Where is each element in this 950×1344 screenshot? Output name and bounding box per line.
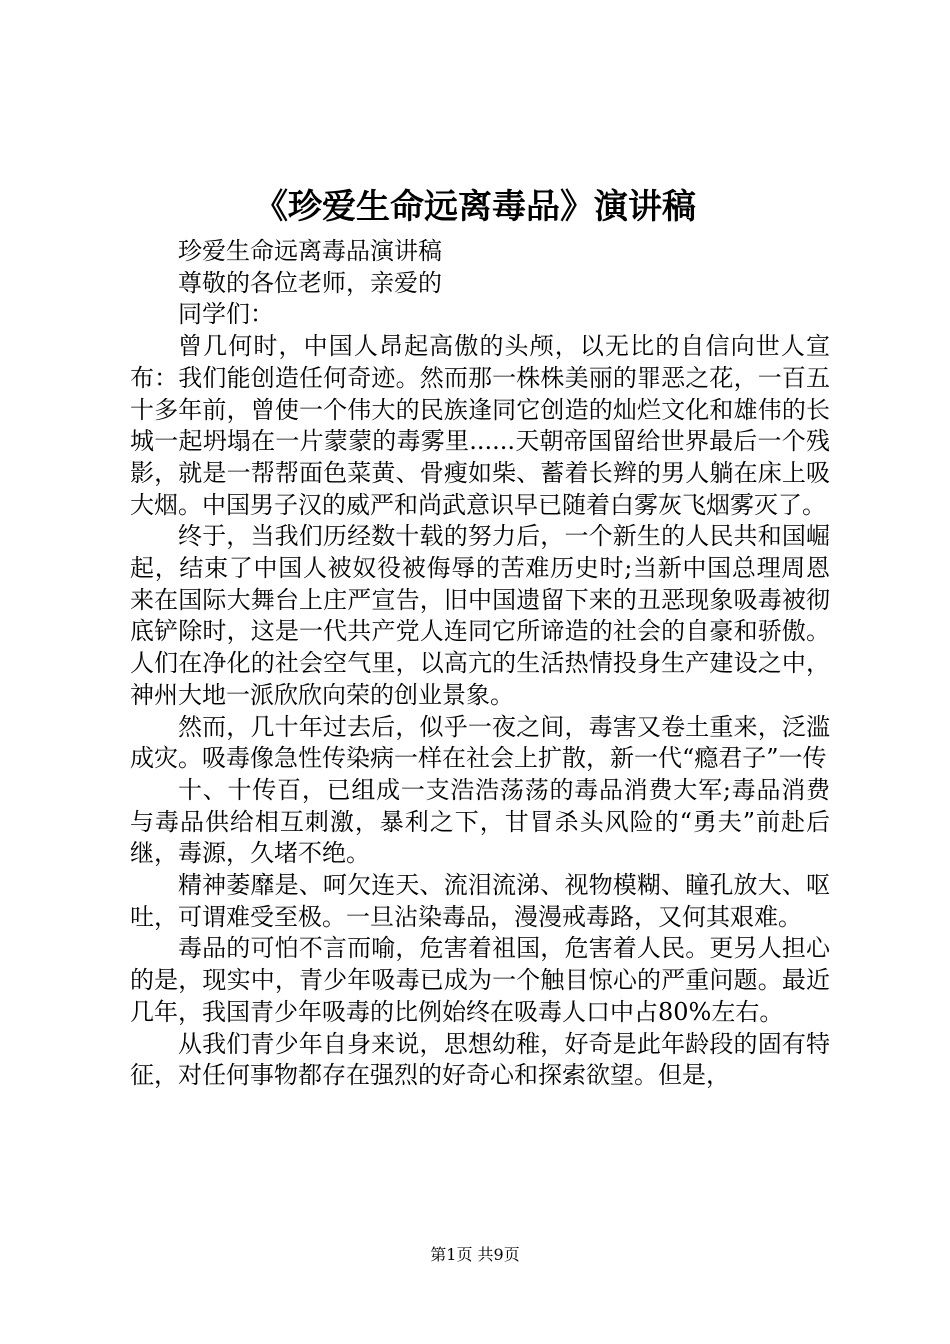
paragraph: 珍爱生命远离毒品演讲稿	[178, 237, 442, 265]
paragraph: 同学们：	[178, 300, 274, 329]
paragraph: 终于，当我们历经数十载的努力后，一个新生的人民共和国崛起，结束了中国人被奴役被侮辱的苦难历史时;当新中国总理周恩来在国际大舞台上庄严宣告，旧中国遗留下来的丑恶现象吸毒被彻底铲除时，这是一代共产党人连同它所谛造的社会的自豪和骄傲。人们在净化的社会空气里，以高亢的生活热情投身生产建设之中，神州大地一派欣欣向荣的创业景象。	[130, 522, 830, 709]
page-number-footer: 第1页 共9页	[430, 1245, 520, 1264]
document-title: 《珍爱生命远离毒品》演讲稿	[254, 187, 696, 227]
paragraph: 十、十传百，已组成一支浩浩荡荡的毒品消费大军;毒品消费与毒品供给相互刺激，暴利之下，甘冒杀头风险的“勇夫”前赴后继，毒源，久堵不绝。	[130, 775, 830, 868]
paragraph: 然而，几十年过去后，似乎一夜之间，毒害又卷土重来，泛滥成灾。吸毒像急性传染病一样在社会上扩散，新一代“瘾君子”一传	[130, 712, 830, 773]
paragraph: 尊敬的各位老师，亲爱的	[178, 268, 442, 297]
paragraph: 精神萎靡是、呵欠连天、流泪流涕、视物模糊、瞳孔放大、呕吐，可谓难受至极。一旦沾染毒品，漫漫戒毒路，又何其艰难。	[130, 871, 830, 931]
paragraph: 曾几何时，中国人昂起高傲的头颅，以无比的自信向世人宣布：我们能创造任何奇迹。然而那一株株美丽的罪恶之花，一百五十多年前，曾使一个伟大的民族逢同它创造的灿烂文化和雄伟的长城一起坍塌在一片蒙蒙的毒雾里......天朝帝国留给世界最后一个残影，就是一帮帮面色菜黄、骨瘦如柴、蓄着长辫的男人躺在床上吸大烟。中国男子汉的威严和尚武意识早已随着白雾灰飞烟雾灭了。	[130, 332, 830, 519]
paragraph: 毒品的可怕不言而喻，危害着祖国，危害着人民。更另人担心的是，现实中，青少年吸毒已成为一个触目惊心的严重问题。最近几年，我国青少年吸毒的比例始终在吸毒人口中占80%左右。	[130, 934, 830, 1026]
document-body	[130, 236, 830, 1092]
paragraph: 从我们青少年自身来说，思想幼稚，好奇是此年龄段的固有特征，对任何事物都存在强烈的好奇心和探索欲望。但是，	[130, 1029, 830, 1090]
